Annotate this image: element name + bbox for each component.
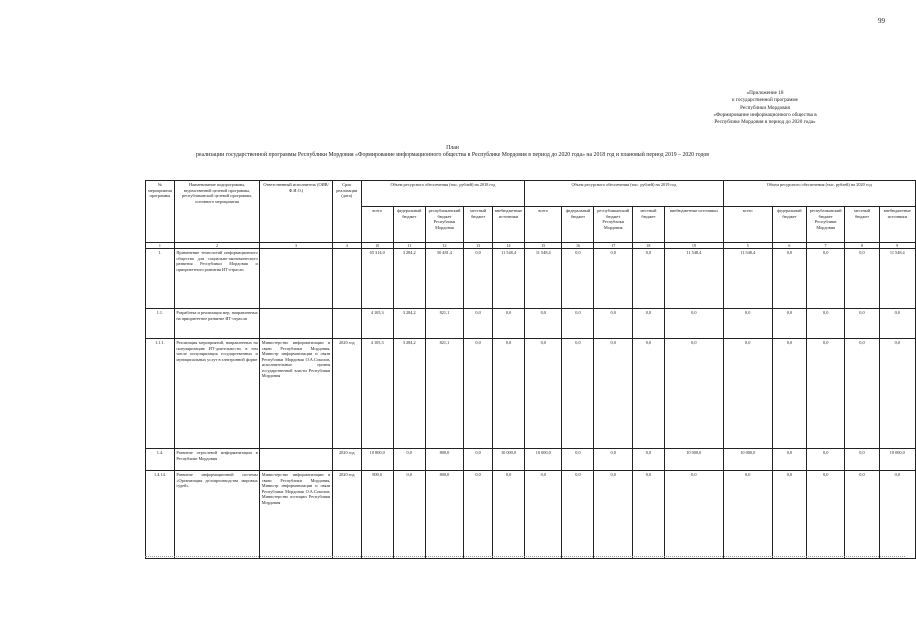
row-value-cell: 0,0 (632, 449, 664, 471)
column-number-cell: 2 (174, 243, 259, 249)
appendix-note (690, 90, 840, 126)
plan-table (145, 180, 916, 559)
subheader-total: всего (723, 207, 772, 243)
row-executor-cell: Министерство информатизации и связи Республики Мордовия, Министр информатизации и связи Республики Мордовия О.А.Соколов, исполнительные органы государственной власти Республики Мордовия (260, 339, 333, 449)
row-value-cell: 0,0 (493, 339, 525, 449)
appendix-line: к государственной программе (732, 97, 798, 104)
page-footer-line (145, 556, 905, 557)
row-value-cell: 10 000,0 (723, 449, 772, 471)
row-value-cell: 10 000,0 (664, 449, 723, 471)
row-value-cell: 0,0 (464, 309, 493, 339)
row-value-cell: 50 481,4 (425, 249, 463, 309)
row-value-cell: 0,0 (594, 309, 632, 339)
row-value-cell: 0,0 (525, 339, 562, 449)
row-number-cell: 1.1.1. (146, 339, 175, 449)
column-number-cell: 15 (525, 243, 562, 249)
row-value-cell: 800,0 (361, 471, 393, 559)
row-executor-cell (260, 249, 333, 309)
row-value-cell: 3 284,2 (393, 339, 425, 449)
subheader-extrabudget: внебюджетные источники (879, 207, 915, 243)
table-row (146, 249, 916, 309)
row-name-cell: Применение технологий информационного общества для социально-экономического развития Республики Мордовия и приоритетного развития ИТ-отрасли (174, 249, 259, 309)
row-number-cell: 1. (146, 249, 175, 309)
row-value-cell: 10 000,0 (879, 449, 915, 471)
column-number-cell: 7 (806, 243, 844, 249)
row-value-cell: 0,0 (493, 471, 525, 559)
row-value-cell: 0,0 (632, 471, 664, 559)
subheader-local: местный бюджет (845, 207, 879, 243)
appendix-line: «Приложение 18 (746, 90, 784, 96)
row-value-cell: 0,0 (464, 249, 493, 309)
row-value-cell: 0,0 (594, 249, 632, 309)
row-value-cell: 4 105,3 (361, 339, 393, 449)
column-number-cell: 16 (562, 243, 594, 249)
appendix-line: Республике Мордовия в период до 2020 года» (714, 119, 816, 126)
row-value-cell: 11 548,4 (664, 249, 723, 309)
row-deadline-cell: 2020 год (332, 471, 361, 559)
row-number-cell: 1.4. (146, 449, 175, 471)
column-number-cell: 8 (845, 243, 879, 249)
row-value-cell: 821,1 (425, 339, 463, 449)
row-name-cell: Реализация мероприятий, направленных на популяризацию ИТ-деятельности, в том числе популяризация государственных и муниципальных услут в электронной форме (174, 339, 259, 449)
row-value-cell: 0,0 (464, 339, 493, 449)
row-number-cell: 1.1. (146, 309, 175, 339)
row-value-cell: 0,0 (806, 471, 844, 559)
row-value-cell: 0,0 (772, 449, 806, 471)
row-value-cell: 10 800,0 (361, 449, 393, 471)
subheader-federal: федеральный бюджет (393, 207, 425, 243)
header-name: Наименование подпрограммы, ведомственной целевой программы, республиканской целевой программы, основного мероприятия (174, 181, 259, 243)
row-value-cell: 0,0 (393, 449, 425, 471)
table-row (146, 309, 916, 339)
row-value-cell: 0,0 (632, 249, 664, 309)
column-number-cell: 12 (425, 243, 463, 249)
row-value-cell: 3 284,2 (393, 309, 425, 339)
row-value-cell: 0,0 (594, 449, 632, 471)
row-value-cell: 0,0 (772, 309, 806, 339)
row-value-cell: 0,0 (845, 449, 879, 471)
row-value-cell: 800,0 (425, 449, 463, 471)
page-number: 99 (878, 17, 885, 25)
subheader-local: местный бюджет (464, 207, 493, 243)
row-value-cell: 0,0 (723, 471, 772, 559)
row-value-cell: 0,0 (879, 471, 915, 559)
column-number-cell: 4 (332, 243, 361, 249)
table-row (146, 449, 916, 471)
header-group-2020: Объем ресурсного обеспечения (тыс. рублей) на 2020 год (723, 181, 915, 207)
row-number-cell: 1.4.14. (146, 471, 175, 559)
subheader-extrabudget: внебюджетные источники (664, 207, 723, 243)
row-value-cell: 821,1 (425, 309, 463, 339)
subheader-total: всего (525, 207, 562, 243)
document-title: План (446, 145, 459, 151)
column-number-cell: 10 (361, 243, 393, 249)
row-deadline-cell (332, 249, 361, 309)
row-value-cell: 11 548,4 (525, 249, 562, 309)
column-number-cell: 19 (664, 243, 723, 249)
column-number-cell: 6 (772, 243, 806, 249)
row-value-cell: 0,0 (772, 339, 806, 449)
column-number-cell: 3 (260, 243, 333, 249)
row-value-cell: 0,0 (562, 339, 594, 449)
row-value-cell: 0,0 (806, 249, 844, 309)
column-number-cell: 14 (493, 243, 525, 249)
row-executor-cell (260, 309, 333, 339)
table-row (146, 471, 916, 559)
subheader-republic: республиканский бюджет Республики Мордовия (594, 207, 632, 243)
row-executor-cell: Министерство информатизации и связи Республики Мордовия, Министр информатизации и связи Республики Мордовия О.А.Соколов, Министерство юстиции Республики Мордовия (260, 471, 333, 559)
row-value-cell: 65 314,0 (361, 249, 393, 309)
row-value-cell: 0,0 (772, 471, 806, 559)
subheader-federal: федеральный бюджет (562, 207, 594, 243)
row-value-cell: 0,0 (594, 471, 632, 559)
subheader-republic: республиканский бюджет Республики Мордовия (806, 207, 844, 243)
column-number-cell: 9 (879, 243, 915, 249)
row-value-cell: 0,0 (879, 309, 915, 339)
row-value-cell: 10 000,0 (493, 449, 525, 471)
row-value-cell: 4 105,3 (361, 309, 393, 339)
column-number-cell: 1 (146, 243, 175, 249)
row-value-cell: 0,0 (806, 449, 844, 471)
row-value-cell: 0,0 (879, 339, 915, 449)
header-executor: Ответственный исполнитель (ОИВ/Ф.И.О.) (260, 181, 333, 243)
row-value-cell: 0,0 (464, 471, 493, 559)
row-name-cell: Разработка и реализация мер, направленных на приоритетное развитие ИТ-отрасли (174, 309, 259, 339)
row-name-cell: Развитие информационной системы «Организация делопроизводства мировых судей» (174, 471, 259, 559)
row-value-cell: 0,0 (723, 309, 772, 339)
row-value-cell: 0,0 (664, 339, 723, 449)
row-value-cell: 0,0 (594, 339, 632, 449)
header-group-2019: Объем ресурсного обеспечения (тыс. рублей) на 2019 год (525, 181, 724, 207)
row-deadline-cell (332, 309, 361, 339)
row-value-cell: 0,0 (562, 249, 594, 309)
row-deadline-cell: 2020 год (332, 339, 361, 449)
header-deadline: Срок реализации (дата) (332, 181, 361, 243)
header-num: № мероприятия программы (146, 181, 175, 243)
appendix-line: «Формирование информационного общества в (713, 111, 817, 118)
row-value-cell: 0,0 (632, 339, 664, 449)
row-value-cell: 800,0 (425, 471, 463, 559)
row-value-cell: 0,0 (723, 339, 772, 449)
column-number-cell: 11 (393, 243, 425, 249)
row-value-cell: 0,0 (464, 449, 493, 471)
subheader-extrabudget: внебюджетные источники (493, 207, 525, 243)
header-group-2018: Объем ресурсного обеспечения (тыс. рублей) на 2018 год (361, 181, 524, 207)
appendix-line: Республики Мордовия (740, 104, 790, 111)
row-deadline-cell: 2020 год (332, 449, 361, 471)
row-value-cell: 0,0 (845, 309, 879, 339)
row-value-cell: 0,0 (845, 339, 879, 449)
row-value-cell: 0,0 (664, 309, 723, 339)
subheader-total: всего (361, 207, 393, 243)
row-value-cell: 0,0 (393, 471, 425, 559)
row-executor-cell (260, 449, 333, 471)
row-value-cell: 0,0 (845, 249, 879, 309)
row-value-cell: 0,0 (562, 309, 594, 339)
table-row (146, 339, 916, 449)
row-value-cell: 0,0 (845, 471, 879, 559)
column-number-cell: 18 (632, 243, 664, 249)
row-value-cell: 3 284,2 (393, 249, 425, 309)
row-value-cell: 0,0 (806, 309, 844, 339)
row-value-cell: 0,0 (525, 309, 562, 339)
row-value-cell: 0,0 (806, 339, 844, 449)
row-value-cell: 0,0 (493, 309, 525, 339)
row-value-cell: 0,0 (562, 471, 594, 559)
column-number-cell: 17 (594, 243, 632, 249)
row-value-cell: 11 548,4 (723, 249, 772, 309)
row-value-cell: 0,0 (632, 309, 664, 339)
column-number-cell: 5 (723, 243, 772, 249)
subheader-local: местный бюджет (632, 207, 664, 243)
row-value-cell: 10 000,0 (525, 449, 562, 471)
row-value-cell: 0,0 (525, 471, 562, 559)
row-value-cell: 0,0 (772, 249, 806, 309)
row-value-cell: 11 548,4 (879, 249, 915, 309)
column-number-cell: 13 (464, 243, 493, 249)
subheader-federal: федеральный бюджет (772, 207, 806, 243)
subheader-republic: республиканский бюджет Республики Мордовия (425, 207, 463, 243)
row-value-cell: 0,0 (562, 449, 594, 471)
plan-table-body (146, 243, 916, 559)
row-value-cell: 0,0 (664, 471, 723, 559)
document-subtitle: реализации государственной программы Республики Мордовия «Формирование информационного общества в Республике Мордовия в период до 2020 года» на 2018 год и плановый период 2019 – 2020 годов (195, 152, 710, 158)
row-value-cell: 11 548,4 (493, 249, 525, 309)
row-name-cell: Развитие отраслевой информатизации в Республике Мордовия (174, 449, 259, 471)
